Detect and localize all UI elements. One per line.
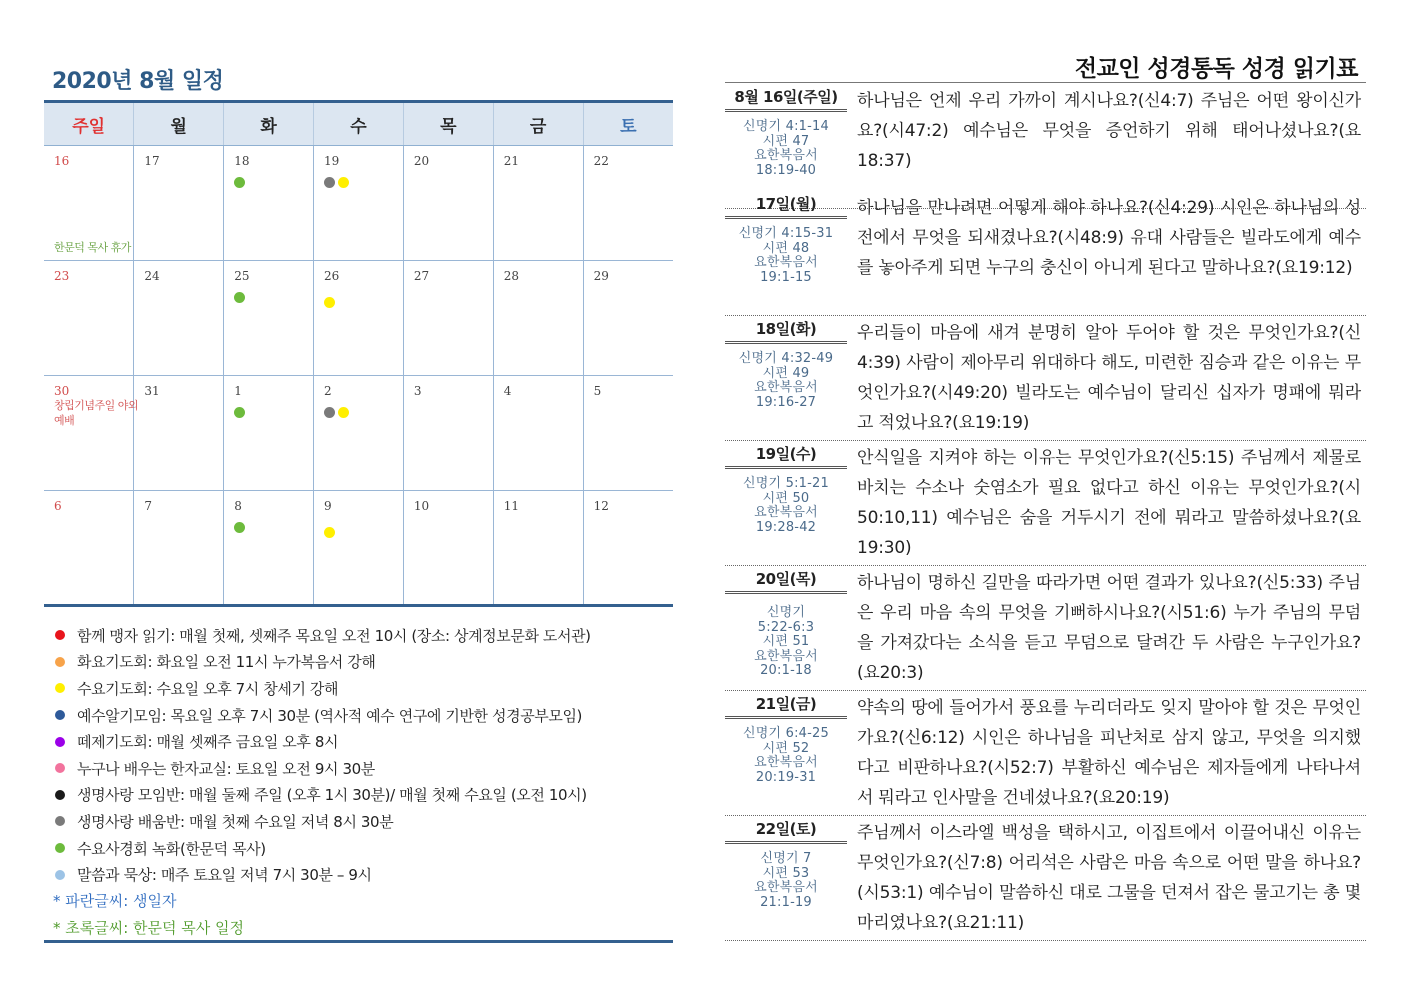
calendar-title: 2020년 8월 일정 bbox=[52, 69, 224, 94]
reading-day bbox=[725, 191, 1366, 316]
green-event-dot bbox=[234, 407, 245, 418]
gray-legend-dot bbox=[55, 816, 65, 826]
day-number: 4 bbox=[503, 384, 512, 398]
day-number: 16 bbox=[54, 154, 70, 168]
calendar-day-cell bbox=[224, 491, 314, 606]
weekday-3: 수 bbox=[314, 102, 404, 146]
reading-references bbox=[725, 120, 847, 178]
green-legend-dot bbox=[55, 843, 65, 853]
reading-reference: 요한복음서 bbox=[754, 880, 818, 895]
reading-reference: 20:19-31 bbox=[755, 769, 817, 785]
reading-reference: 시편 49 bbox=[762, 365, 810, 381]
day-number: 12 bbox=[593, 499, 609, 513]
weekday-0: 주일 bbox=[44, 102, 134, 146]
reading-day-label: 21일(금) bbox=[725, 691, 847, 719]
calendar-day-cell bbox=[224, 261, 314, 376]
calendar-day-cell bbox=[44, 146, 134, 261]
day-number: 20 bbox=[413, 154, 430, 168]
black-legend-dot bbox=[55, 790, 65, 800]
reading-reference: 21:1-19 bbox=[760, 894, 812, 910]
yellow-event-dot bbox=[338, 177, 349, 188]
reading-reference: 요한복음서 bbox=[754, 648, 818, 664]
legend-text: 수요사경회 녹화(한문덕 목사) bbox=[77, 839, 266, 858]
reading-day bbox=[725, 816, 1366, 941]
legend-text: 화요기도회: 화요일 오전 11시 누가복음서 강해 bbox=[77, 653, 376, 672]
gray-event-dot bbox=[324, 407, 335, 418]
event-markers bbox=[234, 292, 313, 303]
calendar-day-cell bbox=[134, 261, 224, 376]
legend-text: 누구나 배우는 한자교실: 토요일 오전 9시 30분 bbox=[77, 759, 375, 778]
reading-day-label: 8월 16일(주일) bbox=[725, 84, 847, 112]
calendar-week bbox=[44, 376, 673, 491]
reading-reference: 시편 50 bbox=[762, 490, 810, 506]
day-number: 5 bbox=[593, 384, 602, 398]
yellow-event-dot bbox=[324, 527, 335, 538]
pink-legend-dot bbox=[55, 763, 65, 773]
calendar-day-cell bbox=[583, 376, 673, 491]
weekday-6: 토 bbox=[583, 102, 673, 146]
reading-reference: 5:22-6:3 bbox=[757, 619, 815, 635]
green-event-dot bbox=[234, 522, 245, 533]
calendar-day-cell bbox=[134, 376, 224, 491]
reading-reference: 시편 48 bbox=[762, 240, 810, 256]
legend-text: 떼제기도회: 매월 셋째주 금요일 오후 8시 bbox=[77, 733, 339, 752]
calendar-day-cell bbox=[493, 491, 583, 606]
day-number: 27 bbox=[413, 269, 430, 283]
reading-references bbox=[725, 227, 847, 285]
calendar-day-cell bbox=[403, 491, 493, 606]
reading-day-label: 22일(토) bbox=[725, 816, 847, 844]
purple-legend-dot bbox=[55, 737, 65, 747]
legend-item bbox=[44, 782, 673, 809]
legend-note: * 파란글씨: 생일자 bbox=[53, 891, 177, 910]
calendar-day-cell bbox=[44, 261, 134, 376]
reading-reference: 19:16-27 bbox=[755, 394, 817, 410]
reading-reference: 시편 47 bbox=[762, 133, 810, 149]
reading-references bbox=[725, 852, 847, 910]
reading-references bbox=[725, 606, 847, 679]
day-number: 11 bbox=[503, 499, 519, 513]
reading-reference: 요한복음서 bbox=[754, 380, 818, 395]
calendar-day-cell bbox=[583, 491, 673, 606]
reading-day bbox=[725, 691, 1366, 816]
day-number: 30 bbox=[54, 384, 70, 398]
reading-reference: 19:1-15 bbox=[760, 269, 812, 285]
day-number: 19 bbox=[324, 154, 340, 168]
lightblue-legend-dot bbox=[55, 870, 65, 880]
gray-event-dot bbox=[324, 177, 335, 188]
legend-item bbox=[44, 649, 673, 676]
reading-questions: 약속의 땅에 들어가서 풍요를 누리더라도 잊지 말아야 할 것은 무엇인가요?(신6:12) 시인은 하나님을 피난처로 삼지 않고, 무엇을 의지했다고 비판하나요?(시52:7) 부활하신 예수님은 제자들에게 나타나셔서 뭐라고 인사말을 건네셨나요?(요20:19) bbox=[857, 698, 1361, 808]
day-number: 3 bbox=[413, 384, 422, 398]
weekday-2: 화 bbox=[224, 102, 314, 146]
reading-reference: 신명기 6:4-25 bbox=[743, 726, 829, 741]
calendar-day-cell bbox=[403, 261, 493, 376]
calendar-day-cell bbox=[44, 376, 139, 491]
reading-references bbox=[725, 352, 847, 410]
reading-reference: 신명기 4:32-49 bbox=[738, 351, 834, 366]
reading-questions: 주님께서 이스라엘 백성을 택하시고, 이집트에서 이끌어내신 이유는 무엇인가요?(신7:8) 어리석은 사람은 마음 속으로 어떤 말을 하나요?(시53:1) 예수님이 말씀하신 대로 그물을 던져서 잡은 물고기는 총 몇 마리였나요?(요21:11) bbox=[857, 823, 1361, 933]
weekday-5: 금 bbox=[493, 102, 583, 146]
legend-text: 생명사랑 배움반: 매월 첫째 수요일 저녁 8시 30분 bbox=[77, 812, 394, 831]
reading-day-label: 18일(화) bbox=[725, 316, 847, 344]
weekday-4: 목 bbox=[403, 102, 493, 146]
day-note: 한문덕 목사 휴가 bbox=[54, 241, 131, 254]
day-number: 9 bbox=[324, 499, 332, 513]
reading-reference: 신명기 4:1-14 bbox=[743, 119, 829, 134]
reading-reference: 신명기 bbox=[766, 605, 806, 620]
reading-reference: 요한복음서 bbox=[754, 755, 818, 770]
day-note: 창립기념주일 야외예배 bbox=[54, 399, 139, 427]
reading-day-label: 17일(월) bbox=[725, 191, 847, 219]
green-event-dot bbox=[234, 292, 245, 303]
calendar-day-cell bbox=[134, 146, 224, 261]
calendar-body bbox=[44, 146, 673, 606]
calendar-day-cell bbox=[314, 146, 404, 261]
event-markers bbox=[234, 407, 313, 418]
yellow-legend-dot bbox=[55, 683, 65, 693]
legend-item bbox=[44, 702, 673, 729]
reading-questions: 하나님은 언제 우리 가까이 계시나요?(신4:7) 주님은 어떤 왕이신가요?(시47:2) 예수님은 무엇을 증언하기 위해 태어나셨나요?(요18:37) bbox=[857, 91, 1361, 171]
day-number: 24 bbox=[144, 269, 160, 283]
weekday-header-row bbox=[44, 102, 673, 146]
reading-day bbox=[725, 566, 1366, 691]
calendar-day-cell bbox=[403, 376, 493, 491]
day-number: 28 bbox=[503, 269, 519, 283]
legend-text: 말씀과 묵상: 매주 토요일 저녁 7시 30분 – 9시 bbox=[77, 866, 372, 885]
day-number: 1 bbox=[234, 384, 242, 398]
day-number: 7 bbox=[144, 499, 152, 513]
calendar-day-cell bbox=[224, 376, 314, 491]
day-number: 25 bbox=[234, 269, 250, 283]
calendar-day-cell bbox=[493, 376, 583, 491]
day-number: 26 bbox=[324, 269, 340, 283]
legend-item bbox=[44, 675, 673, 702]
legend-text: 함께 맹자 읽기: 매월 첫째, 셋째주 목요일 오전 10시 (장소: 상계정보문화 도서관) bbox=[77, 626, 591, 645]
calendar-day-cell bbox=[403, 146, 493, 261]
orange-legend-dot bbox=[55, 657, 65, 667]
day-number: 29 bbox=[593, 269, 609, 283]
reading-reference: 시편 51 bbox=[762, 634, 810, 649]
calendar-day-cell bbox=[44, 491, 134, 606]
reading-references bbox=[725, 727, 847, 785]
green-event-dot bbox=[234, 177, 245, 188]
calendar-day-cell bbox=[314, 261, 404, 376]
reading-day-label: 20일(목) bbox=[725, 566, 847, 594]
day-number: 31 bbox=[144, 384, 160, 398]
legend-item bbox=[44, 755, 673, 782]
legend-item bbox=[44, 622, 673, 649]
calendar-day-cell bbox=[493, 146, 583, 261]
legend-item bbox=[44, 808, 673, 835]
reading-reference: 19:28-42 bbox=[755, 519, 817, 535]
day-number: 22 bbox=[593, 154, 609, 168]
reading-reference: 요한복음서 bbox=[754, 505, 818, 520]
calendar-week bbox=[44, 261, 673, 376]
legend-item bbox=[44, 835, 673, 862]
calendar-day-cell bbox=[224, 146, 314, 261]
reading-plan-top-rule bbox=[725, 82, 1366, 83]
calendar-week bbox=[44, 491, 673, 606]
event-markers bbox=[324, 407, 403, 418]
reading-reference: 신명기 7 bbox=[760, 851, 812, 866]
day-number: 10 bbox=[413, 499, 430, 513]
reading-day-label: 19일(수) bbox=[725, 441, 847, 469]
calendar-day-cell bbox=[314, 491, 404, 606]
reading-reference: 18:19-40 bbox=[755, 162, 817, 178]
reading-reference: 요한복음서 bbox=[754, 255, 818, 270]
red-legend-dot bbox=[55, 630, 65, 640]
reading-reference: 시편 53 bbox=[762, 865, 810, 881]
reading-reference: 요한복음서 bbox=[754, 148, 818, 163]
day-number: 8 bbox=[234, 499, 242, 513]
day-number: 18 bbox=[234, 154, 250, 168]
day-number: 17 bbox=[144, 154, 160, 168]
event-markers bbox=[324, 177, 403, 188]
calendar-day-cell bbox=[493, 261, 583, 376]
event-markers bbox=[234, 522, 313, 533]
reading-plan-title: 전교인 성경통독 성경 읽기표 bbox=[1074, 56, 1358, 82]
yellow-event-dot bbox=[338, 407, 349, 418]
reading-day bbox=[725, 441, 1366, 566]
reading-questions: 하나님을 만나려면 어떻게 해야 하나요?(신4:29) 시인은 하나님의 성전에서 무엇을 되새겼나요?(시48:9) 유대 사람들은 빌라도에게 예수를 놓아주게 되면 누구의 충신이 아니게 된다고 말하나요?(요19:12) bbox=[857, 198, 1361, 278]
day-number: 21 bbox=[503, 154, 519, 168]
calendar-day-cell bbox=[583, 146, 673, 261]
weekday-1: 월 bbox=[134, 102, 224, 146]
day-number: 6 bbox=[54, 499, 62, 513]
legend-bottom-rule bbox=[44, 940, 673, 943]
event-markers bbox=[324, 297, 403, 308]
legend-text: 수요기도회: 수요일 오후 7시 창세기 강해 bbox=[77, 679, 339, 698]
calendar-day-cell bbox=[583, 261, 673, 376]
yellow-event-dot bbox=[324, 297, 335, 308]
calendar-table bbox=[44, 100, 673, 607]
event-markers bbox=[324, 527, 403, 538]
day-number: 23 bbox=[54, 269, 70, 283]
reading-day bbox=[725, 316, 1366, 441]
reading-questions: 하나님이 명하신 길만을 따라가면 어떤 결과가 있나요?(신5:33) 주님은 우리 마음 속의 무엇을 기뻐하시나요?(시51:6) 누가 주님의 무덤을 가져갔다는 소식을 듣고 무덤으로 달려간 두 사람은 누구인가요?(요20:3) bbox=[857, 573, 1361, 683]
reading-reference: 시편 52 bbox=[762, 740, 810, 756]
calendar-day-cell bbox=[134, 491, 224, 606]
reading-questions: 안식일을 지켜야 하는 이유는 무엇인가요?(신5:15) 주님께서 제물로 바치는 수소나 숫염소가 필요 없다고 하신 이유는 무엇인가요?(시50:10,11) 예수님은 숨을 거두시기 전에 뭐라고 말씀하셨나요?(요19:30) bbox=[857, 448, 1361, 558]
navy-legend-dot bbox=[55, 710, 65, 720]
legend-item bbox=[44, 728, 673, 755]
legend-note: * 초록글씨: 한문덕 목사 일정 bbox=[53, 918, 245, 937]
calendar-week bbox=[44, 146, 673, 261]
event-markers bbox=[234, 177, 313, 188]
reading-reference: 20:1-18 bbox=[760, 663, 812, 678]
legend-item bbox=[44, 861, 673, 888]
reading-reference: 신명기 4:15-31 bbox=[738, 226, 834, 241]
legend-text: 예수알기모임: 목요일 오후 7시 30분 (역사적 예수 연구에 기반한 성경공부모임) bbox=[77, 706, 583, 725]
reading-references bbox=[725, 477, 847, 535]
reading-reference: 신명기 5:1-21 bbox=[743, 476, 829, 491]
day-number: 2 bbox=[324, 384, 332, 398]
legend-text: 생명사랑 모임반: 매월 둘째 주일 (오후 1시 30분)/ 매월 첫째 수요일 (오전 10시) bbox=[77, 786, 587, 805]
calendar-day-cell bbox=[314, 376, 404, 491]
schedule-legend bbox=[44, 622, 673, 941]
reading-questions: 우리들이 마음에 새겨 분명히 알아 두어야 할 것은 무엇인가요?(신4:39) 사람이 제아무리 위대하다 해도, 미련한 짐승과 같은 이유는 무엇인가요?(시49:20) 빌라도는 예수님이 달리신 십자가 명패에 뭐라고 적었나요?(요19:19) bbox=[857, 323, 1361, 433]
